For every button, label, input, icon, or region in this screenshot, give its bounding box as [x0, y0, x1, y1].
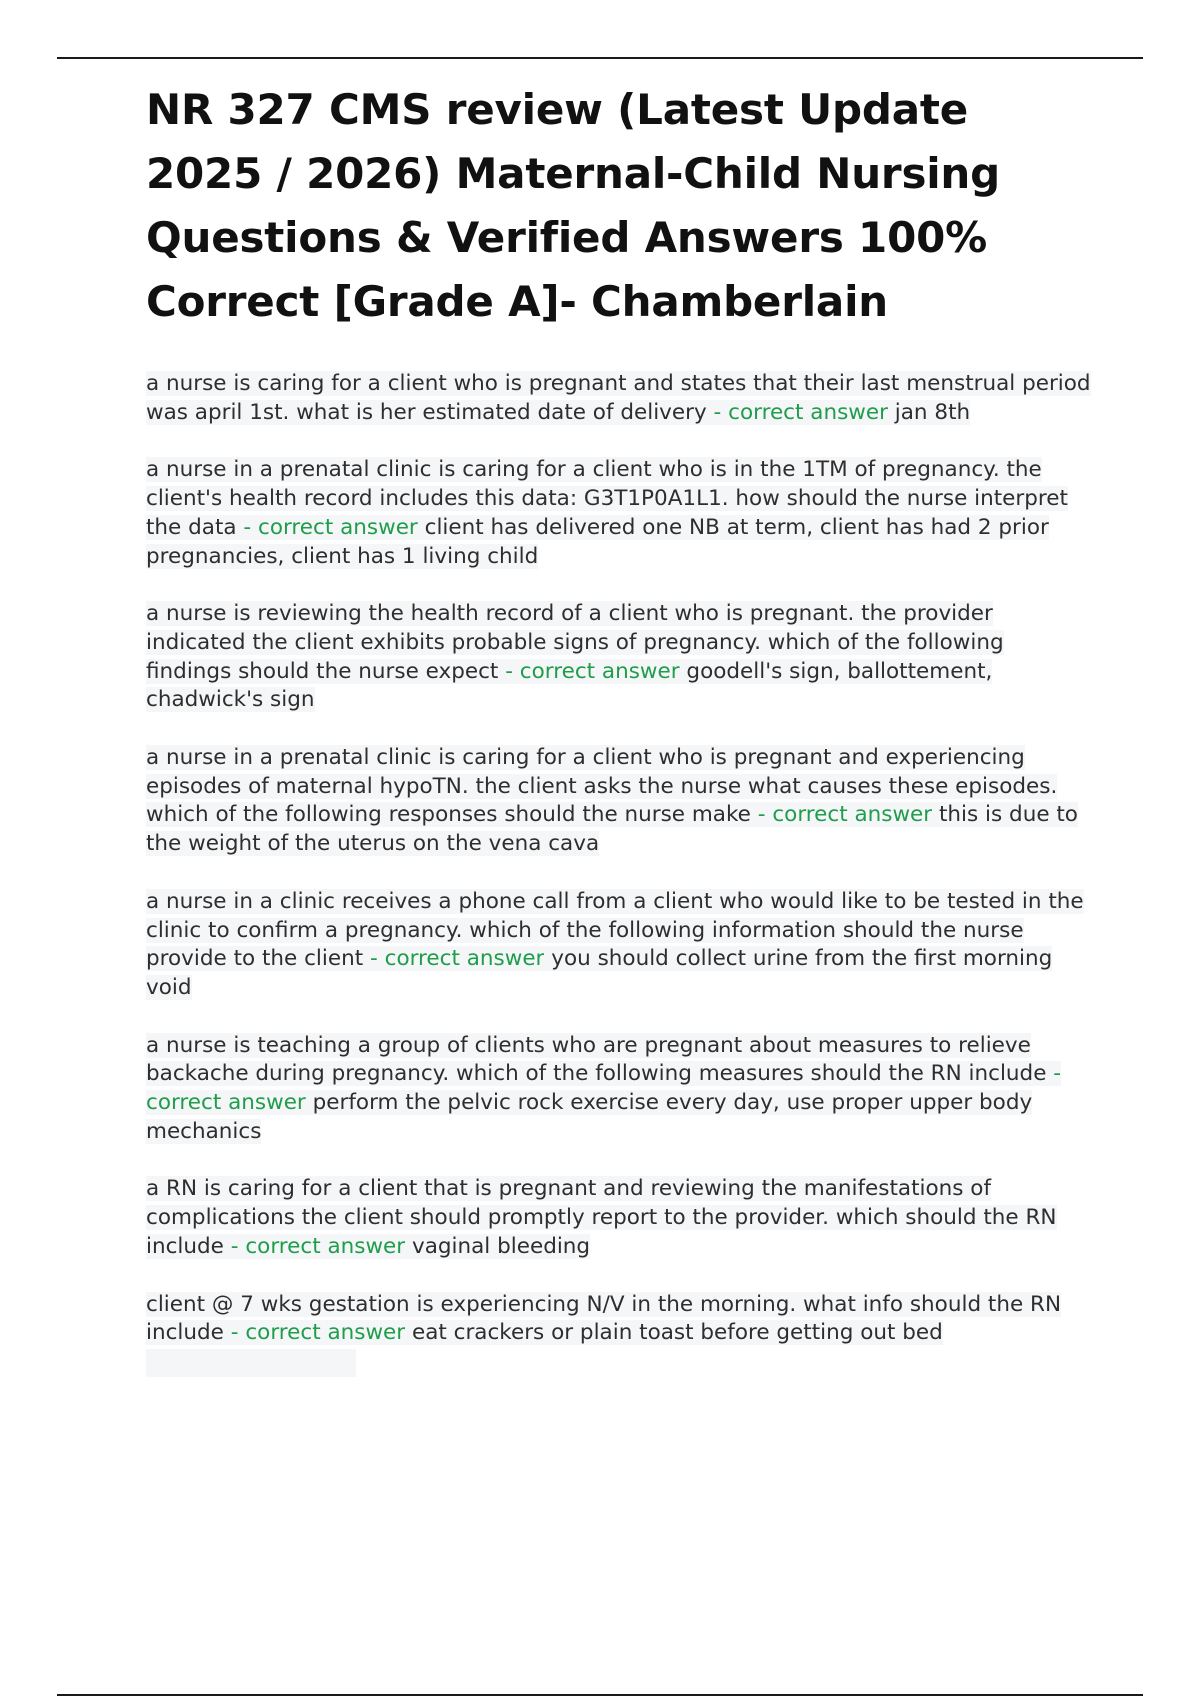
- question-text: client @ 7 wks gestation is experiencing N/V in the morning. what info should the RN include: [146, 1291, 1062, 1346]
- question-text: a nurse is reviewing the health record of a client who is pregnant. the provider indicated the client exhibits probable signs of pregnancy. which of the following findings should the nurse expect: [146, 601, 1004, 684]
- qa-item: [146, 600, 1091, 715]
- answer-text: jan 8th: [894, 399, 971, 425]
- document-title: NR 327 CMS review (Latest Update 2025 / 2026) Maternal-Child Nursing Questions & Verified Answers 100% Correct [Grade A]- Chamberlain: [146, 85, 1001, 326]
- answer-label: correct answer: [772, 802, 933, 828]
- answer-separator: -: [505, 658, 513, 684]
- qa-item: [146, 1032, 1091, 1147]
- answer-text: you should collect urine from the first morning void: [146, 946, 1053, 1000]
- document-body: [146, 78, 1091, 1377]
- answer-text: client has delivered one NB at term, client has had 2 prior pregnancies, client has 1 living child: [146, 514, 1049, 569]
- answer-label: correct answer: [146, 1090, 306, 1116]
- answer-label: correct answer: [245, 1320, 406, 1346]
- answer-separator: -: [713, 399, 722, 425]
- answer-text: eat crackers or plain toast before getting out bed: [411, 1320, 943, 1346]
- question-text: a nurse in a clinic receives a phone call from a client who would like to be tested in the clinic to confirm a pregnancy. which of the following information should the nurse provide to the client: [146, 888, 1084, 972]
- qa-item: [146, 370, 1091, 427]
- blank-highlight-line: [146, 1349, 356, 1377]
- qa-item: [146, 1291, 1091, 1348]
- answer-label: correct answer: [384, 946, 545, 972]
- qa-item: [146, 744, 1091, 859]
- question-text: a nurse in a prenatal clinic is caring for a client who is pregnant and experiencing episodes of maternal hypoTN. the client asks the nurse what causes these episodes. which of the following responses should the nurse make: [146, 745, 1058, 828]
- qa-item: [146, 456, 1091, 571]
- top-rule: [57, 57, 1143, 59]
- answer-label: correct answer: [519, 658, 680, 684]
- bottom-rule: [57, 1694, 1143, 1696]
- question-text: a nurse is caring for a client who is pregnant and states that their last menstrual period was april 1st. what is her estimated date of delivery: [146, 371, 1091, 425]
- question-text: a nurse is teaching a group of clients who are pregnant about measures to relieve backache during pregnancy. which of the following measures should the RN include: [146, 1032, 1047, 1087]
- question-text: a nurse in a prenatal clinic is caring for a client who is in the 1TM of pregnancy. the client's health record includes this data: G3T1P0A1L1. how should the nurse interpret the data: [146, 457, 1068, 540]
- qa-list: [146, 370, 1091, 1377]
- answer-text: goodell's sign, ballottement, chadwick's sign: [146, 658, 993, 713]
- answer-label: correct answer: [245, 1233, 406, 1259]
- answer-separator: -: [370, 946, 378, 972]
- answer-label: correct answer: [258, 514, 418, 540]
- answer-separator: -: [243, 514, 252, 540]
- answer-label: correct answer: [728, 399, 888, 425]
- question-text: a RN is caring for a client that is pregnant and reviewing the manifestations of complications the client should promptly report to the provider. which should the RN include: [146, 1176, 1057, 1259]
- qa-item: [146, 1175, 1091, 1261]
- answer-separator: -: [757, 802, 766, 828]
- answer-text: vaginal bleeding: [411, 1233, 591, 1259]
- answer-separator: -: [1053, 1061, 1062, 1087]
- answer-separator: -: [230, 1320, 239, 1346]
- answer-separator: -: [230, 1233, 239, 1259]
- answer-text: perform the pelvic rock exercise every day, use proper upper body mechanics: [146, 1090, 1033, 1144]
- qa-item: [146, 888, 1091, 1003]
- answer-text: this is due to the weight of the uterus on the vena cava: [146, 802, 1078, 857]
